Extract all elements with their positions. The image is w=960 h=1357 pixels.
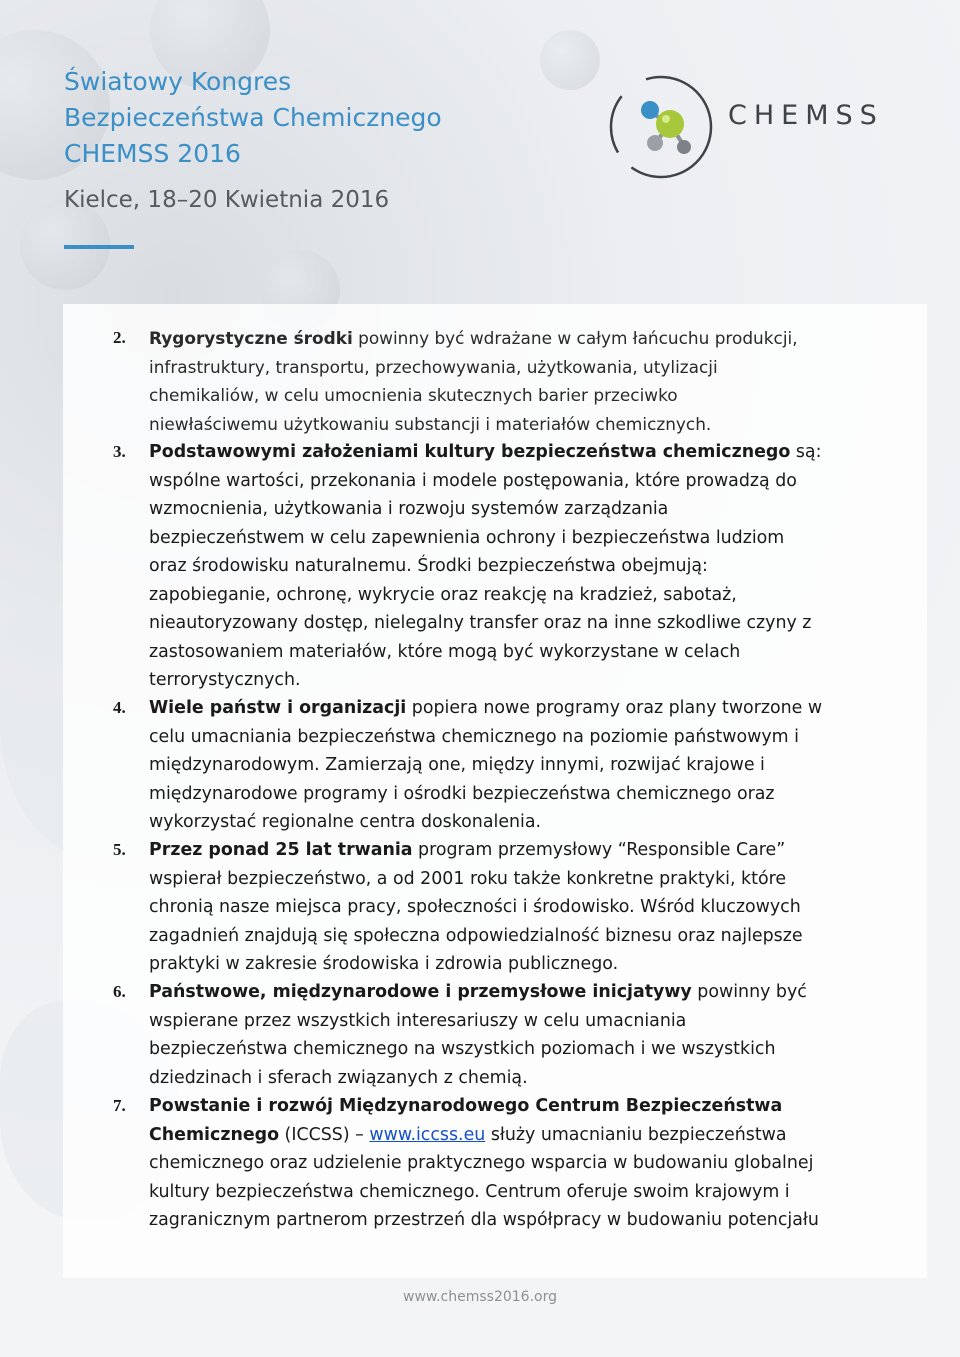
text-fragment: program przemysłowy “Responsible Care”: [412, 840, 786, 860]
conference-title-line: Światowy Kongres: [64, 67, 292, 96]
list-item-text: [149, 694, 839, 837]
decorative-bubble: [540, 30, 600, 90]
text-line: wykorzystać regionalne centra doskonalenia.: [149, 812, 542, 832]
text-line: [149, 694, 839, 723]
list-item-number: 2.: [113, 328, 126, 347]
text-line: zastosowaniem materiałów, które mogą być wykorzystane w celach: [149, 641, 741, 662]
text-line: wspierał bezpieczeństwo, a od 2001 roku także konkretne praktyki, które: [149, 868, 787, 889]
text-line: zapobieganie, ochronę, wykrycie oraz reakcję na kradzież, sabotaż,: [149, 584, 737, 605]
text-line: międzynarodowe programy i ośrodki bezpieczeństwa chemicznego oraz: [149, 783, 775, 804]
text-line: nieautoryzowany dostęp, nielegalny transfer oraz na inne szkodliwe czyny z: [149, 613, 812, 633]
text-line: [149, 438, 839, 467]
text-fragment: służy umacnianiu bezpieczeństwa: [485, 1124, 787, 1145]
list-item-number: 4.: [113, 698, 126, 717]
list-item-number: 6.: [113, 982, 126, 1001]
text-line: kultury bezpieczeństwa chemicznego. Centrum oferuje swoim krajowym i: [149, 1181, 790, 1202]
list-item-text: [149, 324, 839, 438]
list-item-number: 3.: [113, 442, 126, 461]
text-fragment: powinny być: [691, 982, 807, 1002]
list-item-text: [149, 1092, 839, 1235]
chemss-wordmark: CHEMSS: [728, 100, 884, 131]
bold-lead: Wiele państw i organizacji: [149, 698, 407, 718]
conference-title-line: Bezpieczeństwa Chemicznego: [64, 103, 442, 132]
iccss-link[interactable]: www.iccss.eu: [369, 1124, 486, 1145]
list-item-number: 7.: [113, 1096, 126, 1115]
text-line: dziedzinach i sferach związanych z chemią.: [149, 1067, 528, 1088]
text-line: międzynarodowym. Zamierzają one, między innymi, rozwijać krajowe i: [149, 755, 765, 775]
conference-title: [64, 64, 442, 172]
bold-lead: Przez ponad 25 lat trwania: [149, 840, 413, 860]
text-fragment: (ICCSS) –: [279, 1124, 370, 1145]
conference-title-line: CHEMSS 2016: [64, 139, 241, 168]
list-item-text: [149, 836, 839, 979]
text-line: wspólne wartości, przekonania i modele postępowania, które prowadzą do: [149, 470, 797, 491]
text-line: wspierane przez wszystkich interesariuszy w celu umacniania: [149, 1010, 687, 1031]
text-line: [149, 836, 839, 865]
text-line: chemicznego oraz udzielenie praktycznego wsparcia w budowaniu globalnej: [149, 1153, 814, 1173]
conference-date-location: Kielce, 18–20 Kwietnia 2016: [64, 187, 390, 213]
list-item-text: [149, 438, 839, 695]
text-line: [149, 978, 839, 1007]
text-line: oraz środowisku naturalnemu. Środki bezpieczeństwa obejmują:: [149, 556, 708, 576]
header-accent-rule: [64, 245, 134, 249]
text-fragment: są:: [790, 442, 822, 462]
text-fragment: powinny być wdrażane w całym łańcuchu produkcji,: [352, 328, 798, 348]
text-line: bezpieczeństwa chemicznego na wszystkich poziomach i we wszystkich: [149, 1039, 776, 1059]
text-line: [149, 1121, 839, 1150]
text-line: niewłaściwemu użytkowaniu substancji i materiałów chemicznych.: [149, 413, 712, 434]
text-line: [149, 324, 839, 353]
bold-lead: Rygorystyczne środki: [149, 328, 353, 348]
text-line: terrorystycznych.: [149, 670, 301, 690]
text-line: [149, 1092, 839, 1121]
footer-website-url: www.chemss2016.org: [403, 1289, 557, 1305]
text-fragment: popiera nowe programy oraz plany tworzone w: [406, 698, 823, 718]
bold-lead: Powstanie i rozwój Międzynarodowego Centrum Bezpieczeństwa: [149, 1096, 783, 1116]
chemss-molecule-logo-icon: [606, 72, 716, 182]
text-line: wzmocnienia, użytkowania i rozwoju systemów zarządzania: [149, 499, 669, 519]
text-line: zagranicznym partnerom przestrzeń dla współpracy w budowaniu potencjału: [149, 1210, 819, 1230]
bold-lead: Podstawowymi założeniami kultury bezpieczeństwa chemicznego: [149, 442, 791, 462]
text-line: praktyki w zakresie środowiska i zdrowia publicznego.: [149, 954, 619, 974]
list-item-number: 5.: [113, 840, 126, 859]
text-line: zagadnień znajdują się społeczna odpowiedzialność biznesu oraz najlepsze: [149, 925, 803, 946]
text-line: celu umacniania bezpieczeństwa chemicznego na poziomie państwowym i: [149, 726, 799, 747]
bold-lead: Państwowe, międzynarodowe i przemysłowe inicjatywy: [149, 982, 692, 1002]
text-line: bezpieczeństwem w celu zapewnienia ochrony i bezpieczeństwa ludziom: [149, 527, 785, 548]
text-line: chronią nasze miejsca pracy, społeczności i środowisko. Wśród kluczowych: [149, 897, 801, 917]
text-line: infrastruktury, transportu, przechowywania, użytkowania, utylizacji: [149, 356, 718, 377]
text-line: chemikaliów, w celu umocnienia skutecznych barier przeciwko: [149, 385, 678, 405]
bold-lead: Chemicznego: [149, 1124, 280, 1145]
list-item-text: [149, 978, 839, 1092]
